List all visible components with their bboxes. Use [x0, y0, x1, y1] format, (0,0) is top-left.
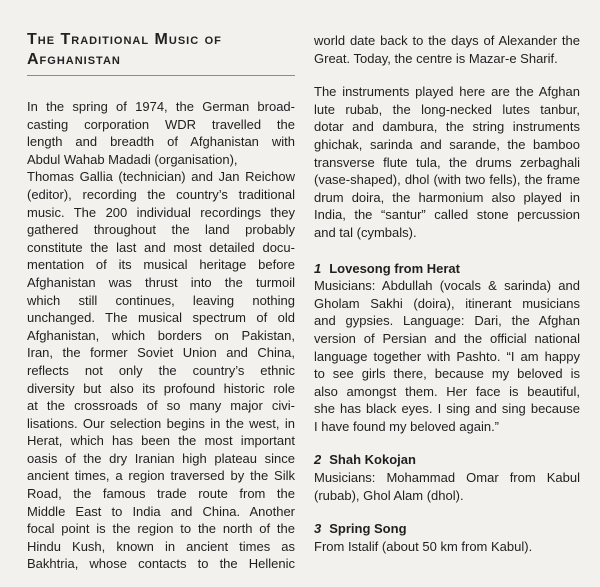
text-line: (rubab), Ghol Alam (dhol).: [314, 487, 464, 503]
text-line: (editor), recording the country’s traditional: [27, 186, 295, 202]
text-line: India, the “santur” called stone percussion: [314, 207, 580, 223]
text-line: Great. Today, the centre is Mazar-e Sharif.: [314, 50, 558, 66]
text-line: dotar and dambura, the string instruments: [314, 119, 580, 135]
text-line: which still continues, leaving nothing: [27, 292, 295, 308]
track-number: 2: [314, 452, 322, 468]
track-1: [314, 260, 580, 436]
text-line: Hindu Kush, known in ancient times as: [27, 538, 295, 554]
text-line: she has black eyes. I sing and sing because: [314, 401, 580, 417]
text-line: constitute the last and most detailed docu-: [27, 239, 295, 255]
text-line: language together with Pashto. “I am happy: [314, 348, 580, 364]
text-line: version of Persian and the official national: [314, 330, 580, 346]
text-line: (vase-shaped), dhol (with two fells), the frame: [314, 172, 580, 188]
intro-paragraph: [27, 98, 295, 573]
page-title: [27, 30, 295, 70]
text-line: at the crossroads of so many major civi-: [27, 398, 295, 414]
text-line: lisations. Our selection begins in the west, in: [27, 415, 295, 431]
text-line: also amongst them. Her face is beautiful,: [314, 383, 580, 399]
track-heading: [314, 260, 580, 278]
text-line: world date back to the days of Alexander the: [314, 33, 580, 48]
text-line: transverse flute tula, the drums zerbaghali: [314, 154, 580, 170]
track-description: [314, 469, 580, 504]
text-line: lute rubab, the long-necked lutes tanbur,: [314, 101, 580, 117]
text-line: Iran, the former Soviet Union and China,: [27, 345, 295, 361]
text-line: focal point is the region to the north of the: [27, 521, 295, 537]
text-line: and tal (cymbals).: [314, 224, 417, 240]
left-column: [27, 0, 295, 573]
text-line: reflects not only the country’s ethnic: [27, 362, 295, 378]
track-title: Lovesong from Herat: [329, 260, 460, 276]
right-column: [314, 0, 580, 555]
track-2: [314, 451, 580, 504]
text-line: ghichak, sarinda and sarande, the bamboo: [314, 136, 580, 152]
track-3: [314, 520, 580, 555]
text-line: diversity but also its profound historic role: [27, 380, 295, 396]
title-line-2: Afghanistan: [27, 51, 121, 68]
track-heading: [314, 451, 580, 469]
track-title: Spring Song: [329, 521, 407, 537]
text-line: Musicians: Mohammad Omar from Kabul: [314, 470, 580, 486]
text-line: In the spring of 1974, the German broad-: [27, 99, 295, 114]
text-line: gathered throughout the land probably: [27, 222, 295, 238]
text-line: Gholam Sakhi (doira), itinerant musicians: [314, 295, 580, 311]
text-line: mentation of its musical heritage before: [27, 257, 295, 273]
text-line: I have found my beloved again.”: [314, 418, 500, 434]
text-line: Road, the famous trade route from the: [27, 486, 295, 502]
track-description: [314, 277, 580, 435]
text-line: ancient times, a region traversed by the Silk: [27, 468, 295, 484]
track-number: 3: [314, 521, 322, 537]
text-line: Musicians: Abdullah (vocals & sarinda) and: [314, 278, 580, 294]
text-line: music. The 200 individual recordings they: [27, 204, 295, 220]
text-line: Thomas Gallia (technician) and Jan Reichow: [27, 169, 295, 185]
text-line: The instruments played here are the Afghan: [314, 84, 580, 100]
text-line: Afghanistan, which borders on Pakistan,: [27, 327, 295, 343]
text-line: oasis of the dry Iranian high plateau since: [27, 450, 295, 466]
text-line: Afghanistan was thrust into the turmoil: [27, 274, 295, 290]
text-line: length and breadth of Afghanistan with: [27, 134, 295, 150]
track-number: 1: [314, 260, 322, 276]
track-title: Shah Kokojan: [329, 452, 416, 468]
text-line: Abdul Wahab Madadi (organisation),: [27, 151, 238, 167]
text-line: and gypsies. Language: Dari, the Afghan: [314, 313, 580, 329]
title-line-1: The Traditional Music of: [27, 31, 222, 48]
text-line: to see girls there, because my beloved is: [314, 366, 580, 382]
track-heading: [314, 520, 580, 538]
text-line: Bakhtria, whose contacts to the Hellenic: [27, 556, 295, 572]
text-line: unchanged. The musical spectrum of old: [27, 310, 295, 326]
text-line: drum doira, the harmonium also played in: [314, 189, 580, 205]
text-line: Middle East to India and China. Another: [27, 503, 295, 519]
text-line: casting corporation WDR travelled the: [27, 116, 295, 132]
text-line: From Istalif (about 50 km from Kabul).: [314, 538, 533, 554]
continuation-paragraph: [314, 32, 580, 67]
instruments-paragraph: [314, 83, 580, 241]
text-line: Herat, which has been the most important: [27, 433, 295, 449]
track-description: [314, 538, 580, 556]
title-underline: [27, 75, 295, 76]
